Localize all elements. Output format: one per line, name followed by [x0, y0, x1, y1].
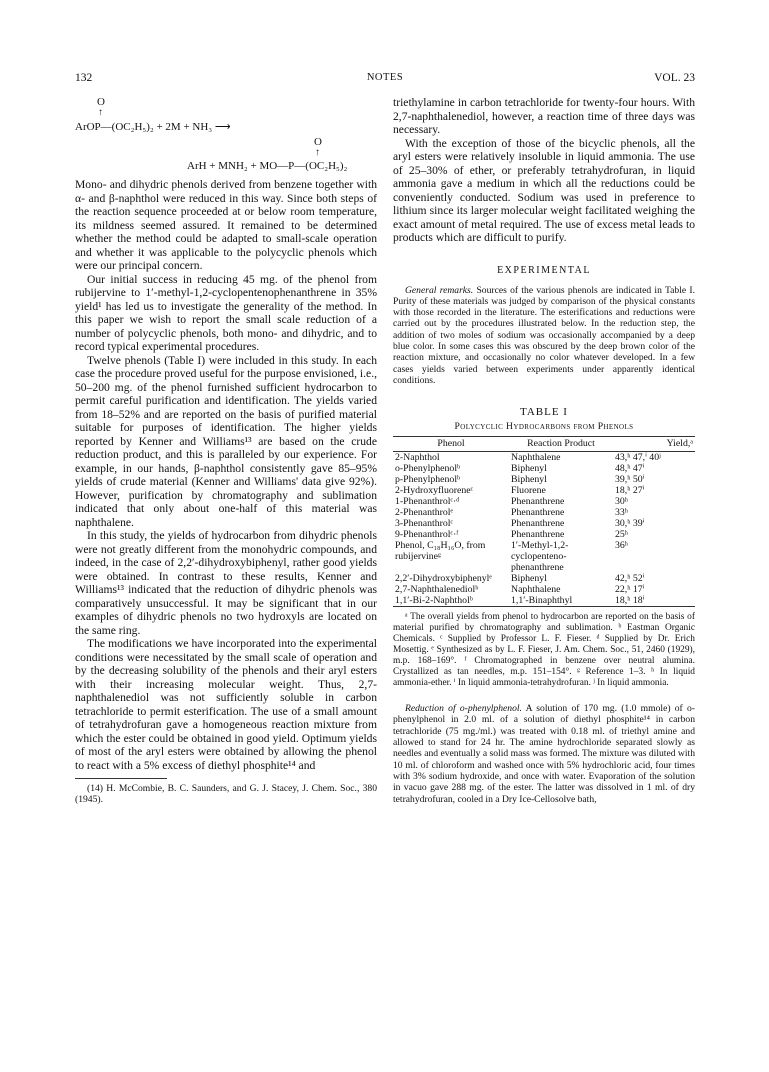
col-header-phenol: Phenol — [437, 438, 465, 450]
right-body-text — [393, 96, 695, 245]
cell-product: Biphenyl — [511, 573, 547, 585]
footnote-rule — [75, 778, 167, 779]
reaction-equation — [75, 96, 377, 178]
cell-phenol: p-Phenylphenolᵇ — [395, 474, 461, 486]
cell-phenol: 2-Phenanthrolᵉ — [395, 507, 454, 519]
cell-product: Phenanthrene — [511, 496, 565, 508]
table-row — [393, 540, 695, 573]
procedure-label: Reduction of o-phenylphenol. — [405, 703, 522, 715]
table-notes — [393, 612, 695, 689]
cell-product: 1′-Methyl-1,2-cyclopenteno-phenanthrene — [511, 540, 569, 574]
experimental-heading: EXPERIMENTAL — [497, 264, 591, 276]
cell-phenol: 3-Phenanthrolᶜ — [395, 518, 454, 530]
cell-phenol: 1-Phenanthrolᶜ·ᵈ — [395, 496, 460, 508]
cell-product: Biphenyl — [511, 474, 547, 486]
table-row — [393, 452, 695, 464]
cell-yield: 30,ʰ 39ⁱ — [615, 518, 645, 530]
cell-phenol: 1,1′-Bi-2-Naphtholᵇ — [395, 595, 473, 607]
cell-phenol: Phenol, C₁₈H₁₆O, from rubijervineᵍ — [395, 540, 486, 563]
cell-phenol: 2,2′-Dihydroxybiphenylᵉ — [395, 573, 492, 585]
cell-product: Naphthalene — [511, 452, 561, 464]
yields-table — [393, 436, 695, 607]
cell-phenol: o-Phenylphenolᵇ — [395, 463, 461, 475]
table-row — [393, 463, 695, 474]
table-row — [393, 518, 695, 529]
cell-product: Fluorene — [511, 485, 546, 497]
cell-yield: 22,ʰ 17ⁱ — [615, 584, 645, 596]
cell-product: Naphthalene — [511, 584, 561, 596]
table-row — [393, 584, 695, 595]
cell-yield: 43,ʰ 47,ⁱ 40ʲ — [615, 452, 661, 464]
table-row — [393, 595, 695, 607]
cell-yield: 33ʰ — [615, 507, 628, 519]
cell-yield: 36ʰ — [615, 540, 628, 552]
table-notes-text: ᵃ The overall yields from phenol to hydrocarbon are reported on the basis of material purified by chromatography and sublimation. ᵇ Eastman Organic Chemicals. ᶜ Supplied by Professor L. F. Fieser. ᵈ Supplied by Dr. Erich Mosettig. ᵉ Synthesized as by L. F. Fieser, J. Am. Chem. Soc., 51, 2460 (1929), m.p. 168–169°. ᶠ Chromatographed in benzene over neutral alumina. Crystallized as tan needles, m.p. 151–154°. ᵍ Reference 1–3. ʰ In liquid ammonia-ether. ⁱ In liquid ammonia-tetrahydrofuran. ʲ In liquid ammonia. — [393, 612, 695, 689]
cell-product: Phenanthrene — [511, 518, 565, 530]
general-remarks-text: Sources of the various phenols are indicated in Table I. Purity of these materials was judged by comparison of the physical constants with those recorded in the literature. The esterifications and reductions were carried out by the procedures illustrated below. In the reduction step, the addition of two moles of sodium was occasionally accompanied by a deep blue color. In some cases this was obscured by the deep brown color of the reaction mixture, and occasionally no color whatever developed. In a few cases yields varied between experiments under apparently identical conditions. — [393, 284, 695, 386]
right-column — [393, 96, 695, 805]
col-header-product: Reaction Product — [527, 438, 595, 450]
col-header-yield: Yield,ᵃ — [666, 438, 693, 450]
page-number: 132 — [75, 72, 93, 84]
general-remarks — [393, 285, 695, 387]
cell-yield: 25ʰ — [615, 529, 628, 541]
cell-product: 1,1′-Binaphthyl — [511, 595, 573, 607]
left-column — [75, 96, 377, 806]
equation-arrow-1: ↑ — [98, 107, 103, 118]
paragraph: With the exception of those of the bicyclic phenols, all the aryl esters were relatively insoluble in liquid ammonia. The use of 25–30% of ether, or preferably tetrahydrofuran, in liquid ammonia gave a medium in which all the reductions could be conveniently conducted. Sodium was used in preference to lithium since its larger molecular weight facilitated weighing the exact amount of metal required. The use of excess metal leads to products which are difficult to purify. — [393, 136, 695, 244]
cell-yield: 48,ʰ 47ⁱ — [615, 463, 645, 475]
cell-phenol: 2-Hydroxyfluoreneᶜ — [395, 485, 474, 497]
procedure-text: A solution of 170 mg. (1.0 mmole) of o-phenylphenol in 2.0 ml. of a solution of diethyl phosphite¹⁴ in carbon tetrachloride (75 mg./ml.) was treated with 0.18 ml. of triethyl amine and allowed to stand for 24 hr. The amine hydrochloride separated slowly as needles and eventually a solid mass was formed. The mixture was diluted with 10 ml. of chloroform and washed once with 5% hydrochloric acid, four times with 3% sodium hydroxide, and once with water. Evaporation of the solution in vacuo gave 288 mg. of the ester. The latter was dissolved in 1 ml. of dry tetrahydrofuran, cooled in a Dry Ice-Cellosolve bath, — [393, 703, 695, 805]
general-remarks-label: General remarks. — [405, 284, 474, 296]
table-row — [393, 573, 695, 584]
left-body-text — [75, 178, 377, 772]
cell-yield: 39,ʰ 50ⁱ — [615, 474, 645, 486]
paragraph: Mono- and dihydric phenols derived from benzene together with α- and β-naphthol were reduced in this way. Since both steps of the reaction sequence proceeded at or below room temperature, its mildness seemed assured. It remained to be determined whether the method could be adapted to small-scale operation and whether it was applicable to the polycyclic phenols which were our principal concern. — [75, 178, 377, 272]
running-title: NOTES — [366, 72, 404, 83]
paragraph: Our initial success in reducing 45 mg. of the phenol from rubijervine to 1′-methyl-1,2-cyclopentenophenanthrene in 35% yield¹ has led us to investigate the generality of the method. In this paper we wish to report the small scale reduction of a number of polycyclic phenols, both mono- and dihydric, and to record typical experimental procedures. — [75, 272, 377, 353]
table-row — [393, 507, 695, 518]
cell-yield: 18,ʰ 18ⁱ — [615, 595, 645, 607]
cell-phenol: 9-Phenanthrolᶜ·ᶠ — [395, 529, 459, 541]
cell-phenol: 2-Naphthol — [395, 452, 440, 464]
table-row — [393, 496, 695, 507]
cell-phenol: 2,7-Naphthalenediolᵇ — [395, 584, 479, 596]
equation-oxygen-1: O — [97, 96, 105, 108]
equation-oxygen-2: O — [314, 136, 322, 148]
cell-yield: 18,ʰ 27ⁱ — [615, 485, 645, 497]
procedure — [393, 703, 695, 805]
cell-product: Phenanthrene — [511, 529, 565, 541]
paragraph: In this study, the yields of hydrocarbon from dihydric phenols were not greatly different from the monohydric compounds, and indeed, in the case of 2,2′-dihydroxybiphenyl, rather good yields were obtained. In contrast to these results, Kenner and Williams¹³ indicated that the reduction of dihydric phenols was comparatively unsuccessful. It may be significant that in our examples of dihydric phenols no two hydroxyls are located on the same ring. — [75, 529, 377, 637]
equation-arrow-2: ↑ — [315, 147, 320, 158]
volume-label: VOL. 23 — [654, 72, 695, 84]
cell-yield: 30ʰ — [615, 496, 628, 508]
footnote-text: (14) H. McCombie, B. C. Saunders, and G. J. Stacey, J. Chem. Soc., 380 (1945). — [75, 783, 377, 806]
paragraph: The modifications we have incorporated into the experimental conditions were necessitated by the small scale of operation and by the decreasing solubility of the phenols and their aryl esters with their increasing molecular weight. Thus, 2,7-naphthalenediol was not sufficiently soluble in carbon tetrachloride to permit esterification. The use of a small amount of tetrahydrofuran gave a homogeneous reaction mixture from which the ester could be obtained in good yield. Optimum yields of most of the aryl esters were obtained by allowing the phenol to react with a 5% excess of diethyl phosphite¹⁴ and — [75, 637, 377, 772]
table-title: TABLE I — [520, 406, 568, 419]
table-row — [393, 474, 695, 485]
paragraph: Twelve phenols (Table I) were included in this study. In each case the procedure proved useful for the purpose envisioned, i.e., 50–200 mg. of the phenol furnished sufficient hydrocarbon to permit careful purification and identification. The yields varied from 18–52% and are reported on the basis of purified material suitable for purposes of identification. The higher yields reported by Kenner and Williams¹³ are based on the crude reduction product, and this is paralleled by our experience. For example, in our hands, β-naphthol consistently gave 85–95% yields of crude material (Kenner and Williams' data give 92%). However, purification by chromatography and sublimation indicated that only about one-half of this material was naphthalene. — [75, 353, 377, 529]
paragraph: triethylamine in carbon tetrachloride for twenty-four hours. With 2,7-naphthalenediol, however, a reaction time of three days was necessary. — [393, 96, 695, 136]
table-row — [393, 485, 695, 496]
footnote — [75, 783, 377, 806]
cell-product: Phenanthrene — [511, 507, 565, 519]
table-header-row — [393, 437, 695, 452]
cell-product: Biphenyl — [511, 463, 547, 475]
table-row — [393, 529, 695, 540]
equation-line-1: ArOP—(OC₂H₅)₂ + 2M + NH₃ ⟶ — [75, 121, 231, 133]
cell-yield: 42,ʰ 52ⁱ — [615, 573, 645, 585]
table-caption: Polycyclic Hydrocarbons from Phenols — [454, 421, 634, 433]
page-header — [75, 72, 695, 88]
equation-line-2: ArH + MNH₂ + MO—P—(OC₂H₅)₂ — [187, 160, 348, 172]
